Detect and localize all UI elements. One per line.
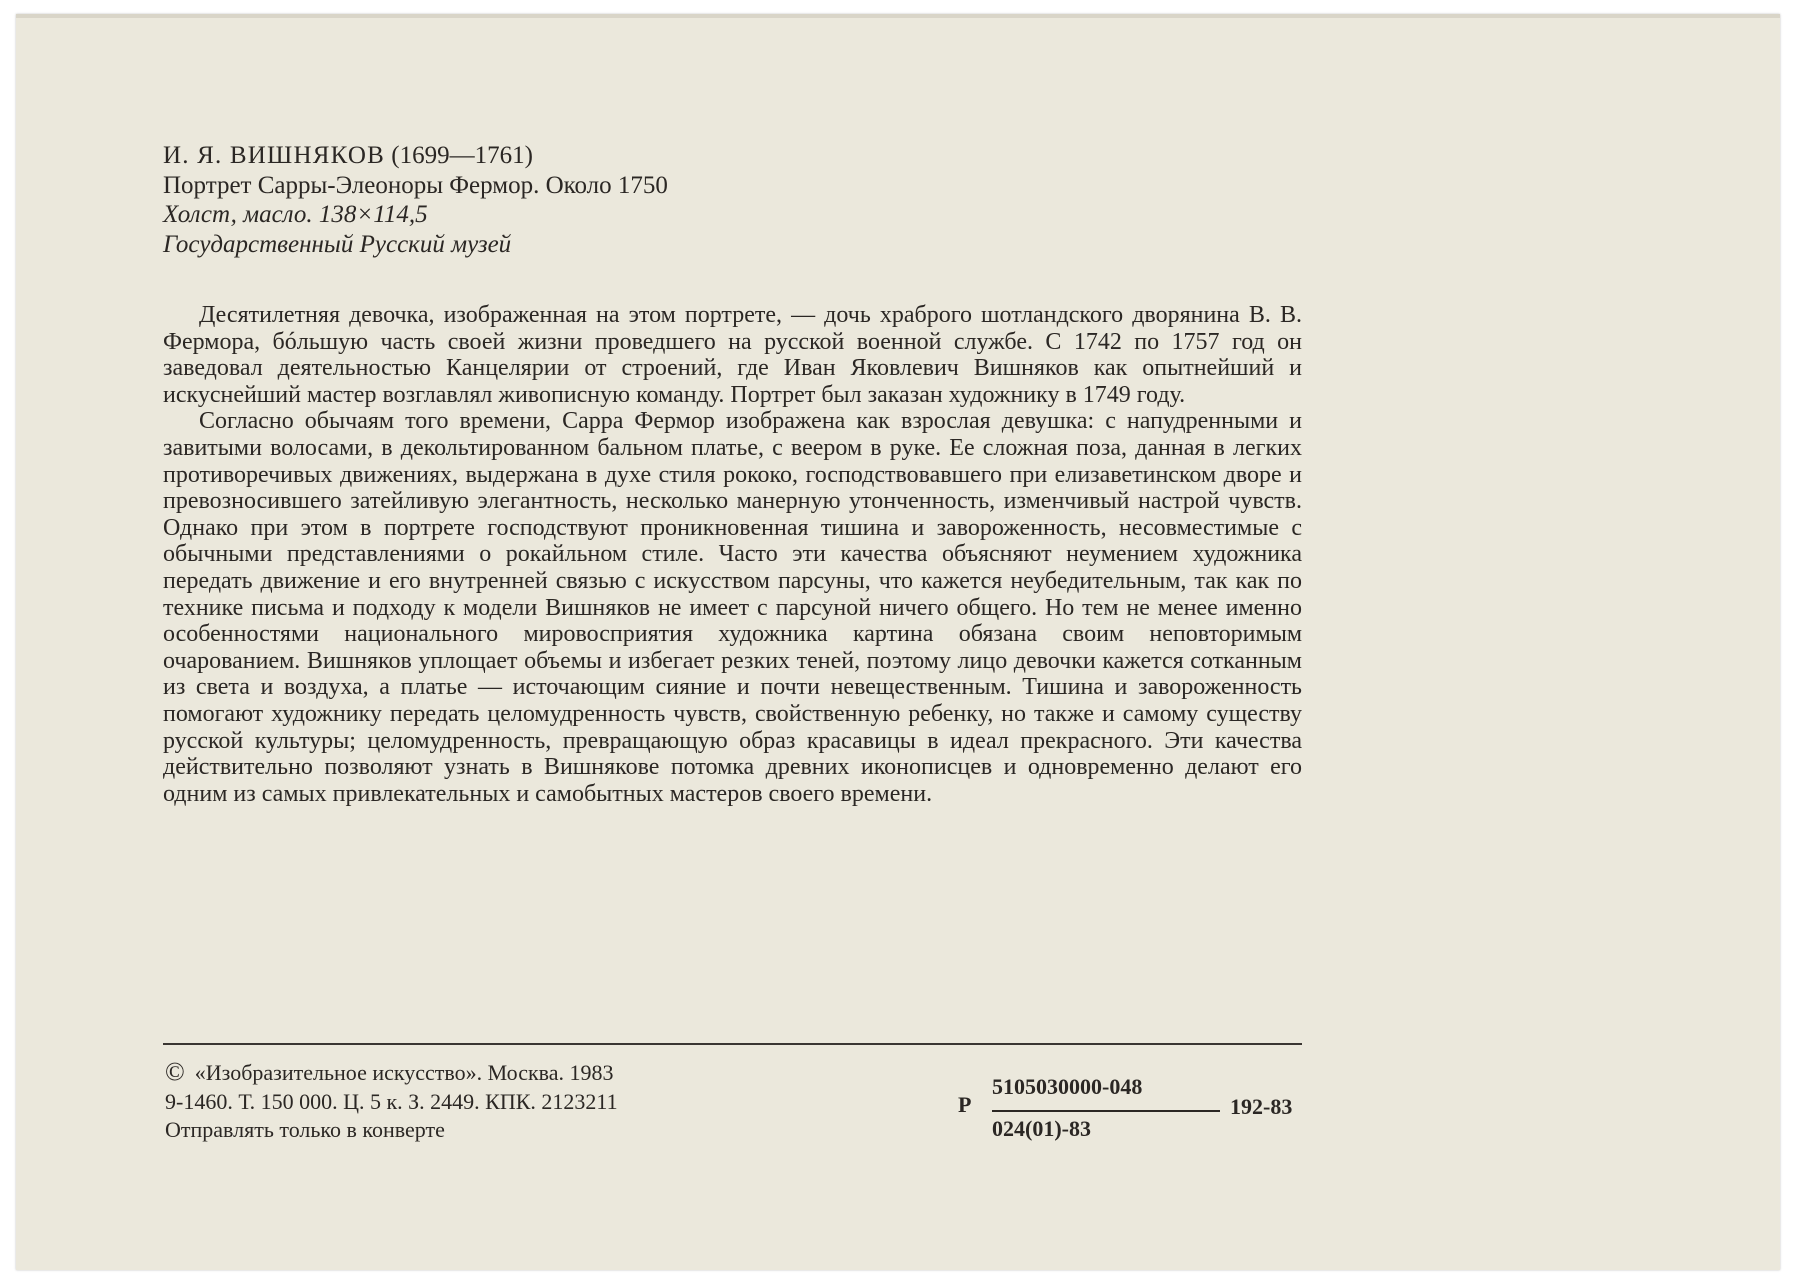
- code-numerator: 5105030000-048: [992, 1074, 1143, 1099]
- description-paragraph: Десятилетняя девочка, изображенная на этом портрете, — дочь храброго шотландского дворянина В. В. Фермора, бóльшую часть своей жизни проведшего на русской военной службе. С 1742 по 1757 год он заведовал деятельностью Канцелярии от строений, где Иван Яковлевич Вишняков как опытнейший и искуснейший мастер возглавлял живописную команду. Портрет был заказан художнику в 1749 году.: [163, 302, 1302, 408]
- postcard-back: [16, 14, 1780, 1270]
- fraction-line: [992, 1110, 1220, 1112]
- artwork-caption: [163, 141, 1063, 259]
- divider-line: [163, 1043, 1302, 1045]
- copyright-icon: ©: [165, 1057, 185, 1086]
- artist-line: [163, 141, 1063, 171]
- artist-name: И. Я. ВИШНЯКОВ: [163, 142, 385, 169]
- artwork-title: Портрет Сарры-Элеоноры Фермор. Около 1750: [163, 171, 668, 199]
- code-letter: Р: [958, 1092, 972, 1117]
- artist-dates: (1699—1761): [391, 142, 533, 169]
- code-suffix: 192-83: [1230, 1094, 1293, 1119]
- publisher-text: «Изобразительное искусство». Москва. 1983: [194, 1060, 614, 1085]
- print-info: 9-1460. Т. 150 000. Ц. 5 к. З. 2449. КПК. 2123211: [165, 1088, 618, 1114]
- artwork-medium: Холст, масло. 138×114,5: [163, 201, 428, 228]
- code-denominator: 024(01)-83: [992, 1116, 1091, 1141]
- description-text: [163, 302, 1302, 807]
- publisher-imprint: [165, 1058, 618, 1145]
- publisher-line: [165, 1058, 618, 1088]
- museum-name: Государственный Русский музей: [163, 230, 512, 258]
- mailing-note: Отправлять только в конверте: [165, 1117, 445, 1142]
- catalog-code: [958, 1074, 1308, 1144]
- description-paragraph: Согласно обычаям того времени, Сарра Фермор изображена как взрослая девушка: с напудренными и завитыми волосами, в декольтированном бальном платье, с веером в руке. Ее сложная поза, данная в легких противоречивых движениях, выдержана в духе стиля рококо, господствовавшего при елизаветинском дворе и превозносившего затейливую элегантность, несколько манерную утонченность, изменчивый настрой чувств. Однако при этом в портрете господствуют проникновенная тишина и завороженность, несовместимые с обычными представлениями о рокайльном стиле. Часто эти качества объясняют неумением художника передать движение и его внутренней связью с искусством парсуны, что кажется неубедительным, так как по технике письма и подходу к модели Вишняков не имеет с парсуной ничего общего. Но тем не менее именно особенностями национального мировосприятия художника картина обязана своим неповторимым очарованием. Вишняков уплощает объемы и избегает резких теней, поэтому лицо девочки кажется сотканным из света и воздуха, а платье — источающим сияние и почти невещественным. Тишина и завороженность помогают художнику передать целомудренность чувств, свойственную ребенку, но также и самому существу русской культуры; целомудренность, превращающую образ красавицы в идеал прекрасного. Эти качества действительно позволяют узнать в Вишнякове потомка древних иконописцев и одновременно делают его одним из самых привлекательных и самобытных мастеров своего времени.: [163, 408, 1302, 807]
